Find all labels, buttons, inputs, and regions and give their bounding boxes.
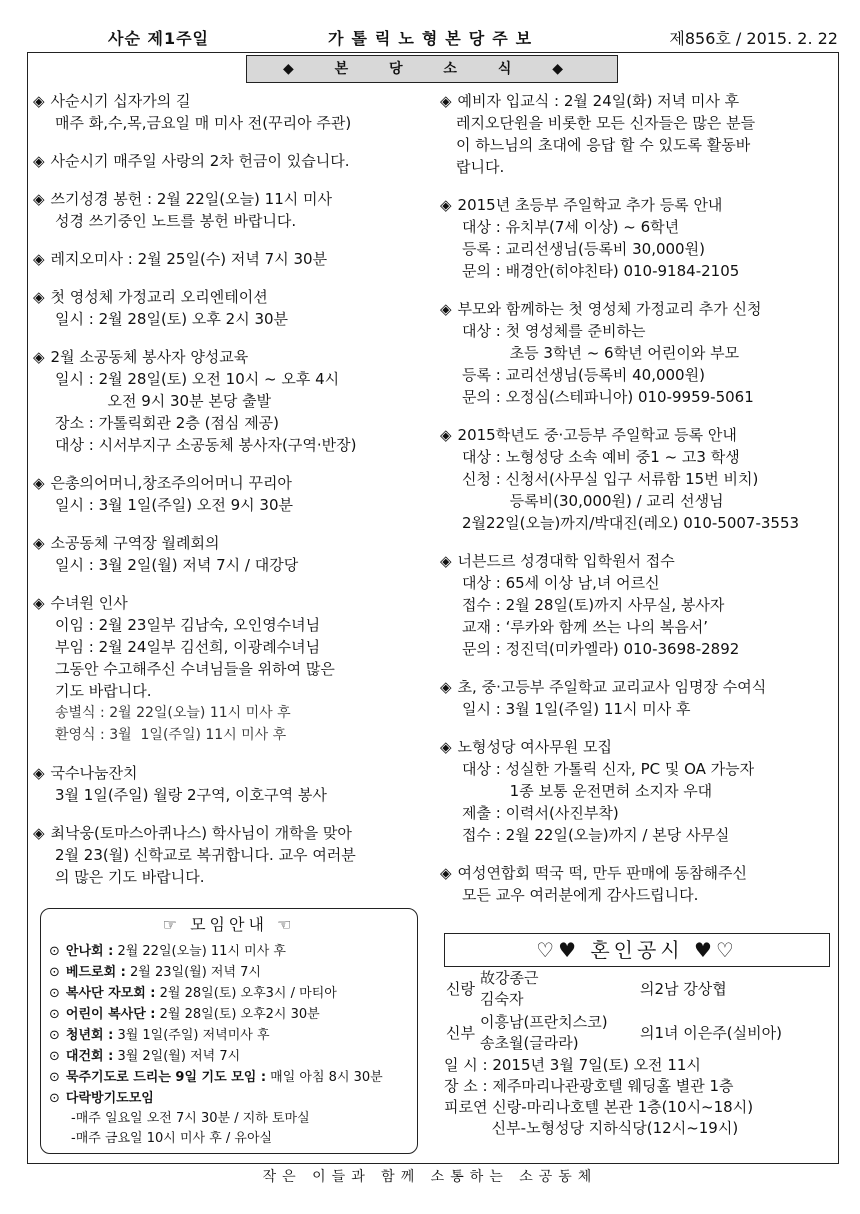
news-item (33, 592, 428, 746)
meeting-row (49, 1025, 409, 1046)
news-item (440, 676, 832, 720)
meeting-row (49, 941, 409, 962)
news-item (440, 424, 832, 534)
news-item-note: 송별식 : 2월 22일(오늘) 11시 미사 후 (55, 705, 291, 721)
news-item-line: 모든 교우 여러분에게 감사드립니다. (462, 886, 699, 904)
news-item-title: ◈ 노형성당 여사무원 모집 (440, 736, 832, 758)
meeting-detail: 2월 22일(오늘) 11시 미사 후 (113, 944, 286, 959)
meeting-name: 복사단 자모회 : (65, 986, 156, 1001)
news-item-line: 대상 : 시서부지구 소공동체 봉사자(구역·반장) (55, 436, 357, 454)
meeting-subline: -매주 일요일 오전 7시 30분 / 지하 토마실 (71, 1111, 310, 1126)
news-item-title: ◈ 여성연합회 떡국 떡, 만두 판매에 동참해주신 (440, 862, 832, 884)
news-item-title: ◈ 쓰기성경 봉헌 : 2월 22일(오늘) 11시 미사 (33, 188, 428, 210)
news-item-line: 등록비(30,000원) / 교리 선생님 (462, 492, 724, 510)
news-item-line: 2월22일(오늘)까지/박대진(레오) 010-5007-3553 (462, 514, 800, 532)
news-item-title: ◈ 부모와 함께하는 첫 영성체 가정교리 추가 신청 (440, 298, 832, 320)
news-item-line: 장소 : 가톨릭회관 2층 (점심 제공) (55, 414, 280, 432)
news-item-line: 오전 9시 30분 본당 출발 (55, 392, 272, 410)
news-item-line: 대상 : 성실한 가톨릭 신자, PC 및 OA 가능자 (462, 760, 755, 778)
news-item (33, 150, 428, 172)
news-item-line: 일시 : 3월 1일(주일) 오전 9시 30분 (55, 496, 293, 514)
news-item-line: 접수 : 2월 22일(오늘)까지 / 본당 사무실 (462, 826, 730, 844)
news-item-title: ◈ 예비자 입교식 : 2월 24일(화) 저녁 미사 후 (440, 90, 832, 112)
news-item-line: 이임 : 2월 23일부 김남숙, 오인영수녀님 (55, 616, 321, 634)
meetings-box (40, 908, 418, 1154)
news-item-line: 성경 쓰기중인 노트를 봉헌 바랍니다. (55, 212, 297, 230)
news-item-title: ◈ 초, 중·고등부 주일학교 교리교사 임명장 수여식 (440, 676, 832, 698)
news-item-title: ◈ 2015학년도 중·고등부 주일학교 등록 안내 (440, 424, 832, 446)
meeting-detail: 3월 1일(주일) 저녁미사 후 (113, 1028, 270, 1043)
bride-father: 이흥남(프란치스코) (480, 1013, 608, 1031)
meeting-detail: 3월 2일(월) 저녁 7시 (113, 1049, 241, 1064)
news-item-line: 3월 1일(주일) 월랑 2구역, 이호구역 봉사 (55, 786, 327, 804)
news-item-line: 대상 : 유치부(7세 이상) ~ 6학년 (462, 218, 680, 236)
news-item-line: 대상 : 첫 영성체를 준비하는 (462, 322, 646, 340)
wedding-reception-bride: 신부-노형성당 지하식당(12시~19시) (444, 1119, 739, 1137)
news-item (33, 248, 428, 270)
news-item-title: ◈ 은총의어머니,창조주의어머니 꾸리아 (33, 472, 428, 494)
wedding-notice (444, 933, 830, 1159)
news-item (33, 822, 428, 888)
groom-relation: 의2남 강상협 (640, 979, 727, 998)
meeting-row (49, 962, 409, 983)
meeting-detail: 2월 23일(월) 저녁 7시 (125, 965, 261, 980)
week-label: 사순 제1주일 (108, 29, 209, 48)
news-item-title: ◈ 너븐드르 성경대학 입학원서 접수 (440, 550, 832, 572)
meeting-row (49, 983, 409, 1004)
news-item-line: 등록 : 교리선생님(등록비 30,000원) (462, 240, 705, 258)
news-item-title: ◈ 2015년 초등부 주일학교 추가 등록 안내 (440, 194, 832, 216)
bride-mother: 송초월(글라라) (480, 1034, 579, 1052)
issue-number: 제856호 / 2015. 2. 22 (669, 29, 838, 48)
meeting-row (49, 1067, 409, 1088)
news-item-title: ◈ 사순시기 매주일 사랑의 2차 헌금이 있습니다. (33, 150, 428, 172)
news-item-line: 문의 : 정진덕(미카엘라) 010-3698-2892 (462, 640, 740, 658)
bulletin-title: 가톨릭노형본당주보 (328, 29, 540, 48)
news-item (33, 188, 428, 232)
news-item (33, 532, 428, 576)
news-item-line: 제출 : 이력서(사진부착) (462, 804, 619, 822)
meeting-detail: 매일 아침 8시 30분 (266, 1070, 383, 1085)
news-item (440, 736, 832, 846)
news-item-line: 등록 : 교리선생님(등록비 40,000원) (462, 366, 705, 384)
news-item (33, 472, 428, 516)
news-item-line: 대상 : 노형성당 소속 예비 중1 ~ 고3 학생 (462, 448, 740, 466)
left-column (33, 90, 428, 904)
news-item-line: 신청 : 신청서(사무실 입구 서류함 15번 비치) (462, 470, 759, 488)
wedding-place: 장 소 : 제주마리나관광호텔 웨딩홀 별관 1층 (444, 1077, 734, 1095)
news-item-note: 환영식 : 3월 1일(주일) 11시 미사 후 (55, 727, 287, 743)
meeting-row (49, 1088, 409, 1109)
meeting-name: 청년회 : (65, 1028, 114, 1043)
groom-parents (478, 967, 638, 1011)
news-item-title: ◈ 수녀원 인사 (33, 592, 428, 614)
news-item-line: 의 많은 기도 바랍니다. (55, 868, 205, 886)
news-item-title: ◈ 2월 소공동체 봉사자 양성교육 (33, 346, 428, 368)
news-item-line: 랍니다. (456, 158, 505, 176)
news-item-line: 매주 화,수,목,금요일 매 미사 전(꾸리아 주관) (55, 114, 352, 132)
news-item-title: ◈ 국수나눔잔치 (33, 762, 428, 784)
wedding-title: ♡♥ 혼인공시 ♥♡ (444, 933, 830, 967)
news-item (33, 346, 428, 456)
news-item-line: 일시 : 3월 2일(월) 저녁 7시 / 대강당 (55, 556, 299, 574)
meeting-detail: 2월 28일(토) 오후2시 30분 (155, 1007, 320, 1022)
news-item-line: 교재 : ‘루카와 함께 쓰는 나의 복음서’ (462, 618, 709, 636)
news-item (33, 286, 428, 330)
news-item-title: ◈ 사순시기 십자가의 길 (33, 90, 428, 112)
bride-relation: 의1녀 이은주(실비아) (640, 1023, 782, 1042)
news-item-title: ◈ 레지오미사 : 2월 25일(수) 저녁 7시 30분 (33, 248, 428, 270)
news-item-line: 초등 3학년 ~ 6학년 어린이와 부모 (462, 344, 740, 362)
news-item (33, 762, 428, 806)
news-item (440, 90, 832, 178)
news-item-line: 접수 : 2월 28일(토)까지 사무실, 봉사자 (462, 596, 725, 614)
news-item-line: 일시 : 2월 28일(토) 오전 10시 ~ 오후 4시 (55, 370, 340, 388)
meeting-name: 묵주기도로 드리는 9일 기도 모임 : (65, 1070, 267, 1085)
news-item-line: 일시 : 3월 1일(주일) 11시 미사 후 (462, 700, 691, 718)
news-item-line: 대상 : 65세 이상 남,녀 어르신 (462, 574, 660, 592)
news-item (33, 90, 428, 134)
news-item-line: 1종 보통 운전면허 소지자 우대 (462, 782, 713, 800)
meeting-name: 어린이 복사단 : (65, 1007, 156, 1022)
news-item-line: 문의 : 오정심(스테파니아) 010-9959-5061 (462, 388, 754, 406)
meeting-name: 대건회 : (65, 1049, 114, 1064)
news-item-title: ◈ 최낙웅(토마스아퀴나스) 학사님이 개학을 맞아 (33, 822, 428, 844)
wedding-reception-groom: 피로연 신랑-마리나호텔 본관 1층(10시~18시) (444, 1098, 754, 1116)
news-item-line: 문의 : 배경안(히야친타) 010-9184-2105 (462, 262, 740, 280)
news-item-line: 이 하느님의 초대에 응답 할 수 있도록 활동바 (456, 136, 751, 154)
groom-father: 故강종근 (480, 969, 539, 987)
news-item-line: 일시 : 2월 28일(토) 오후 2시 30분 (55, 310, 289, 328)
news-item-line: 레지오단원을 비롯한 모든 신자들은 많은 분들 (456, 114, 756, 132)
bride-parents (478, 1011, 638, 1055)
news-item (440, 862, 832, 906)
groom-label: 신랑 (446, 979, 475, 998)
news-item-title: ◈ 첫 영성체 가정교리 오리엔테이션 (33, 286, 428, 308)
wedding-table (444, 967, 830, 1055)
page-header (28, 26, 838, 48)
news-item (440, 194, 832, 282)
news-item-title: ◈ 소공동체 구역장 월례회의 (33, 532, 428, 554)
footer-motto: 작은 이들과 함께 소통하는 소공동체 (262, 1169, 598, 1185)
meeting-name: 다락방기도모임 (65, 1091, 154, 1106)
news-item (440, 298, 832, 408)
section-banner: ◆ 본 당 소 식 ◆ (246, 55, 618, 83)
news-item-line: 기도 바랍니다. (55, 682, 152, 700)
news-item (440, 550, 832, 660)
news-item-line: 그동안 수고해주신 수녀님들을 위하여 많은 (55, 660, 335, 678)
groom-mother: 김숙자 (480, 990, 524, 1008)
meeting-subline: -매주 금요일 10시 미사 후 / 유아실 (71, 1131, 273, 1146)
meeting-detail: 2월 28일(토) 오후3시 / 마티아 (155, 986, 337, 1001)
meeting-row (49, 1004, 409, 1025)
wedding-date: 일 시 : 2015년 3월 7일(토) 오전 11시 (444, 1056, 701, 1074)
news-item-line: 2월 23(월) 신학교로 복귀합니다. 교우 여러분 (55, 846, 356, 864)
meeting-row (49, 1046, 409, 1067)
meeting-name: 안나회 : (65, 944, 114, 959)
meetings-title: ☞ 모임안내 ☜ (162, 915, 296, 934)
right-column (440, 90, 832, 922)
news-item-line: 부임 : 2월 24일부 김선희, 이광례수녀님 (55, 638, 321, 656)
meeting-name: 베드로회 : (65, 965, 126, 980)
bride-label: 신부 (446, 1023, 475, 1042)
